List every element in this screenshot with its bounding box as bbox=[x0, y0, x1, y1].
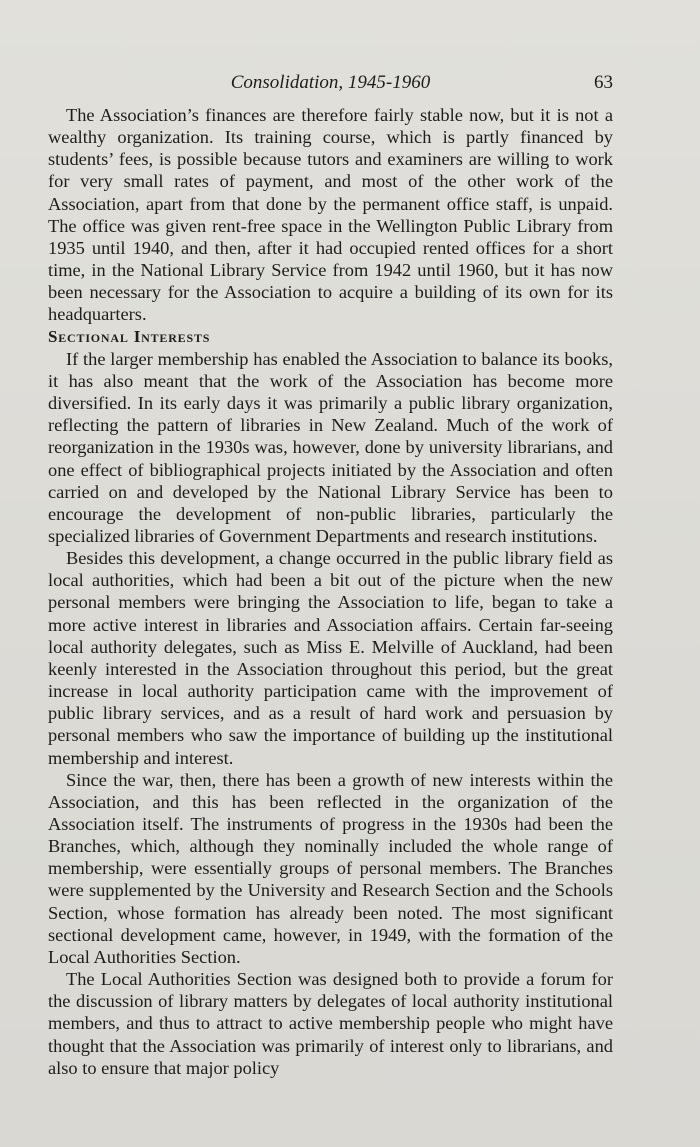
paragraph-local-authorities: Besides this development, a change occurred in the public library field as local authorities, which had been a bit out of the picture when the new personal members were bringing the Association to life, began to take a more active interest in libraries and Association affairs. Certain far-seeing local authority delegates, such as Miss E. Melville of Auckland, had been keenly interested in the Association throughout this period, but the great increase in local authority participation came with the improvement of public library services, and as a result of hard work and persuasion by personal members who saw the importance of building up the institutional membership and interest. bbox=[48, 548, 613, 768]
running-title: Consolidation, 1945-1960 bbox=[230, 72, 431, 93]
paragraph-section-design: The Local Authorities Section was designed both to provide a forum for the discussion of library matters by delegates of local authority institutional members, and thus to attract to active membership people who might have thought that the Association was primarily of interest only to librarians, and also to ensure that major policy bbox=[48, 969, 613, 1078]
paragraph-membership: If the larger membership has enabled the Association to balance its books, it has also meant that the work of the Association has become more diversified. In its early days it was primarily a public library organization, reflecting the pattern of libraries in New Zealand. Much of the work of reorganization in the 1930s was, however, done by university librarians, and one effect of bibliographical projects initiated by the Association and often carried on and developed by the National Library Service has been to encourage the development of non-public libraries, particularly the specialized libraries of Government Departments and research institutions. bbox=[48, 348, 613, 546]
paragraph-finances: The Association’s finances are therefore fairly stable now, but it is not a wealthy organization. Its training course, which is partly financed by students’ fees, is possible because tutors and examiners are willing to work for very small rates of payment, and most of the other work of the Association, apart from that done by the permanent office staff, is unpaid. The office was given rent-free space in the Wellington Public Library from 1935 until 1940, and then, after it had occupied rented offices for a short time, in the National Library Service from 1942 until 1960, but it has now been necessary for the Association to acquire a building of its own for its headquarters. bbox=[48, 105, 613, 325]
paragraph-growth: Since the war, then, there has been a growth of new interests within the Association, and this has been reflected in the organization of the Association itself. The instruments of progress in the 1930s had been the Branches, which, although they nominally included the whole range of membership, were essentially groups of personal members. The Branches were supplemented by the University and Research Section and the Schools Section, whose formation has already been noted. The most significant sectional development came, however, in 1949, with the formation of the Local Authorities Section. bbox=[48, 769, 613, 967]
page-number: 63 bbox=[594, 72, 613, 93]
page-body bbox=[48, 104, 613, 1079]
section-heading: Sectional Interests bbox=[48, 326, 211, 346]
page-header bbox=[48, 72, 613, 96]
